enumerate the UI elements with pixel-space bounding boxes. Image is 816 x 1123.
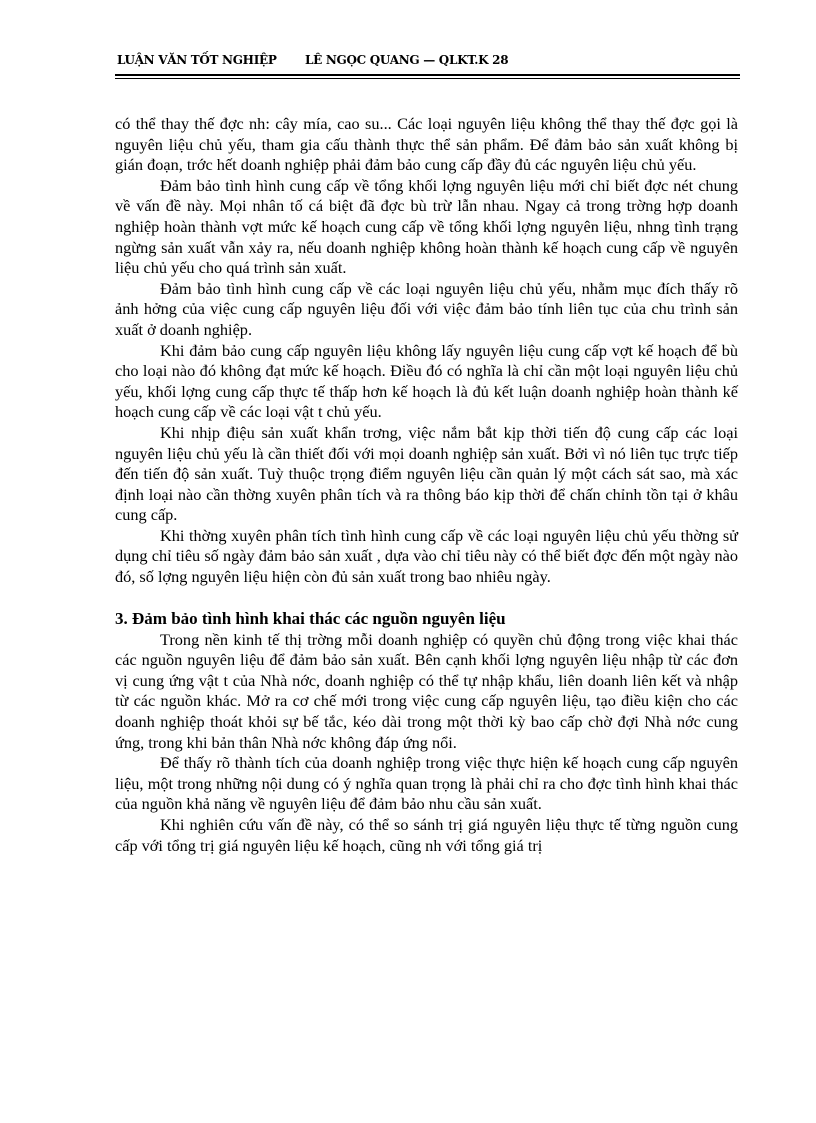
paragraph: Khi nhịp điệu sản xuất khẩn trơng, việc nắm bắt kịp thời tiến độ cung cấp các loại nguyên liệu chủ yếu là cần thiết đối với mọi doanh nghiệp sản xuất. Bởi vì nó liên tục trực tiếp đến tiến độ sản xuất. Tuỳ thuộc trọng điểm nguyên liệu cần quản lý một cách sát sao, mà xác định loại nào cần thờng xuyên phân tích và ra thông báo kịp thời để chấn chỉnh tồn tại ở khâu cung cấp. xyxy=(115,422,738,525)
paragraph: Khi thờng xuyên phân tích tình hình cung cấp về các loại nguyên liệu chủ yếu thờng sử dụng chỉ tiêu số ngày đảm bảo sản xuất , dựa vào chỉ tiêu này có thể biết đợc đến một ngày nào đó, số lợng nguyên liệu hiện còn đủ sản xuất trong bao nhiêu ngày. xyxy=(115,525,738,587)
paragraph: Đảm bảo tình hình cung cấp về tổng khối lợng nguyên liệu mới chỉ biết đợc nét chung về vấn đề này. Mọi nhân tố cá biệt đã đợc bù trừ lẫn nhau. Ngay cả trong trờng hợp doanh nghiệp hoàn thành vợt mức kế hoạch cung cấp về tổng khối lợng nguyên liệu, nhng tình trạng ngừng sản xuất vẫn xảy ra, nếu doanh nghiệp không hoàn thành kế hoạch cung cấp về nguyên liệu chủ yếu cho quá trình sản xuất. xyxy=(115,175,738,278)
paragraph: Đảm bảo tình hình cung cấp về các loại nguyên liệu chủ yếu, nhằm mục đích thấy rõ ảnh hởng của việc cung cấp nguyên liệu đối với việc đảm bảo tính liên tục của chu trình sản xuất ở doanh nghiệp. xyxy=(115,278,738,339)
paragraph: Khi nghiên cứu vấn đề này, có thể so sánh trị giá nguyên liệu thực tế từng nguồn cung cấp với tổng trị giá nguyên liệu kế hoạch, cũng nh với tổng giá trị xyxy=(115,815,738,855)
header-author: LÊ NGỌC QUANG — QLKT.K 28 xyxy=(305,53,509,67)
paragraph: Khi đảm bảo cung cấp nguyên liệu không lấy nguyên liệu cung cấp vợt kế hoạch để bù cho loại nào đó không đạt mức kế hoạch. Điều đó có nghĩa là chỉ cần một loại nguyên liệu chủ yếu, khối lợng cung cấp thực tế thấp hơn kế hoạch là đủ kết luận doanh nghiệp hoàn thành kế hoạch cung cấp về các loại vật t chủ yếu. xyxy=(115,340,738,422)
paragraph: có thể thay thế đợc nh: cây mía, cao su... Các loại nguyên liệu không thể thay thế đợc gọi là nguyên liệu chủ yếu, tham gia cấu thành thực thể sản phẩm. Để đảm bảo sản xuất không bị gián đoạn, trớc hết doanh nghiệp phải đảm bảo cung cấp đầy đủ các nguyên liệu chủ yếu. xyxy=(115,114,738,175)
header-rule xyxy=(115,74,740,76)
section-heading: 3. Đảm bảo tình hình khai thác các nguồn nguyên liệu xyxy=(115,608,506,628)
paragraph: Trong nền kinh tế thị trờng mỗi doanh nghiệp có quyền chủ động trong việc khai thác các nguồn nguyên liệu để đảm bảo sản xuất. Bên cạnh khối lợng nguyên liệu nhập từ các đơn vị cung ứng vật t của Nhà nớc, doanh nghiệp có thể tự nhập khẩu, liên doanh liên kết và nhập từ các nguồn khác. Mở ra cơ chế mới trong việc cung cấp nguyên liệu, tạo điều kiện cho các doanh nghiệp thoát khỏi sự bế tắc, kéo dài trong một thời kỳ bao cấp chờ đợi Nhà nớc cung ứng, trong khi bản thân Nhà nớc không đáp ứng nổi. xyxy=(115,629,738,752)
document-body xyxy=(115,114,738,856)
header-rule-thin xyxy=(115,78,740,79)
page-header xyxy=(117,53,737,73)
paragraph: Để thấy rõ thành tích của doanh nghiệp trong việc thực hiện kế hoạch cung cấp nguyên liệu, một trong những nội dung có ý nghĩa quan trọng là phải chỉ ra cho đợc tình hình khai thác của nguồn khả năng về nguyên liệu để đảm bảo nhu cầu sản xuất. xyxy=(115,753,738,814)
header-thesis-label: LUẬN VĂN TỐT NGHIỆP xyxy=(117,53,277,67)
